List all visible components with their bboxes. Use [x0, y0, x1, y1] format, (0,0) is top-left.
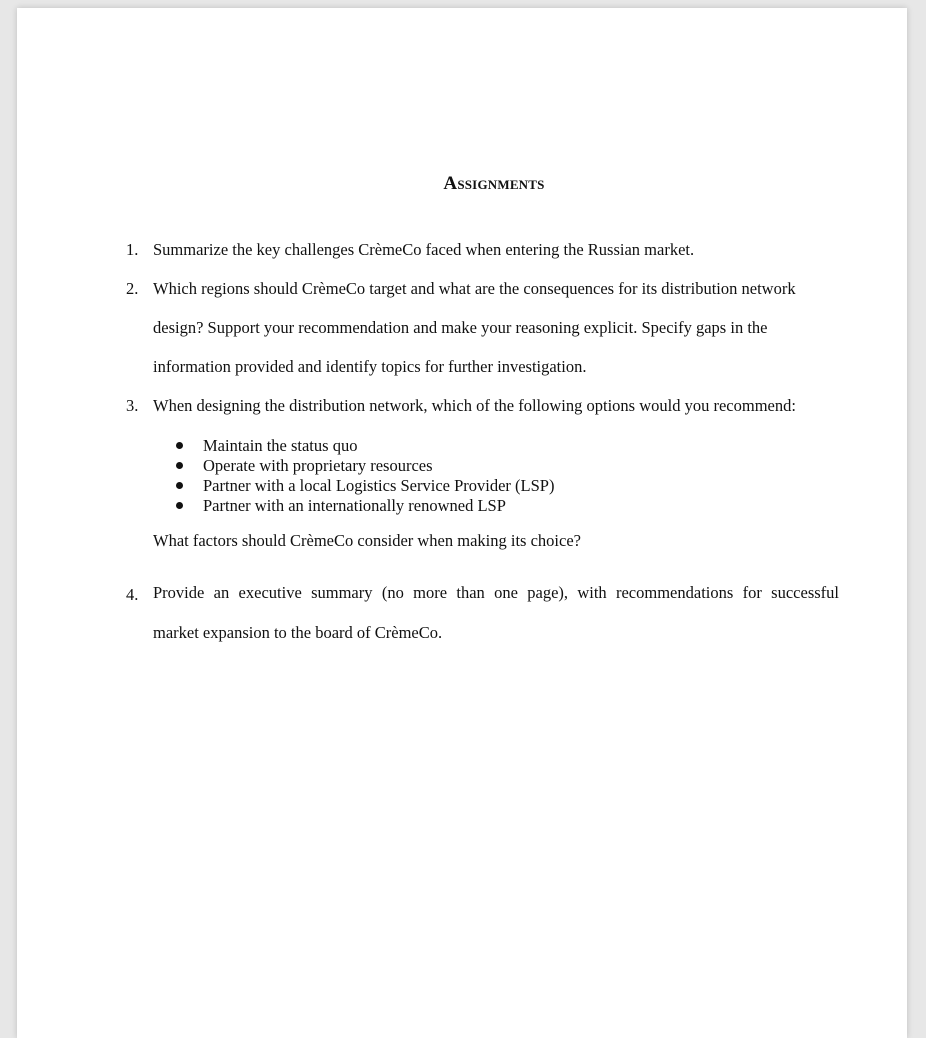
- item-3-line-1: When designing the distribution network, which of the following options would you recommend:: [153, 396, 796, 415]
- item-2-number: 2.: [126, 279, 139, 298]
- item-3-number: 3.: [126, 396, 139, 415]
- item-3-bullet-2: Operate with proprietary resources: [203, 456, 433, 475]
- item-2-line-1: Which regions should CrèmeCo target and what are the consequences for its distribution network: [153, 279, 796, 298]
- item-4-line-2: market expansion to the board of CrèmeCo.: [153, 623, 443, 642]
- item-3-bullet-3: Partner with a local Logistics Service Provider (LSP): [203, 476, 555, 495]
- bullet-dot-icon: [176, 442, 183, 449]
- item-1-number: 1.: [126, 240, 139, 259]
- item-4-number: 4.: [126, 585, 139, 604]
- item-3-bullet-4: Partner with an internationally renowned LSP: [203, 496, 506, 515]
- bullet-dot-icon: [176, 462, 183, 469]
- page-title: Assignments: [443, 173, 545, 194]
- item-2-line-3: information provided and identify topics for further investigation.: [153, 357, 587, 376]
- item-1-line-1: Summarize the key challenges CrèmeCo faced when entering the Russian market.: [153, 240, 695, 259]
- bullet-dot-icon: [176, 502, 183, 509]
- item-3-follow-up: What factors should CrèmeCo consider when making its choice?: [153, 531, 581, 550]
- bullet-dot-icon: [176, 482, 183, 489]
- item-3-bullet-1: Maintain the status quo: [203, 436, 358, 455]
- item-2-line-2: design? Support your recommendation and make your reasoning explicit. Specify gaps in the: [153, 318, 768, 337]
- item-4-line-1: Provide an executive summary (no more than one page), with recommendations for successful: [153, 583, 839, 602]
